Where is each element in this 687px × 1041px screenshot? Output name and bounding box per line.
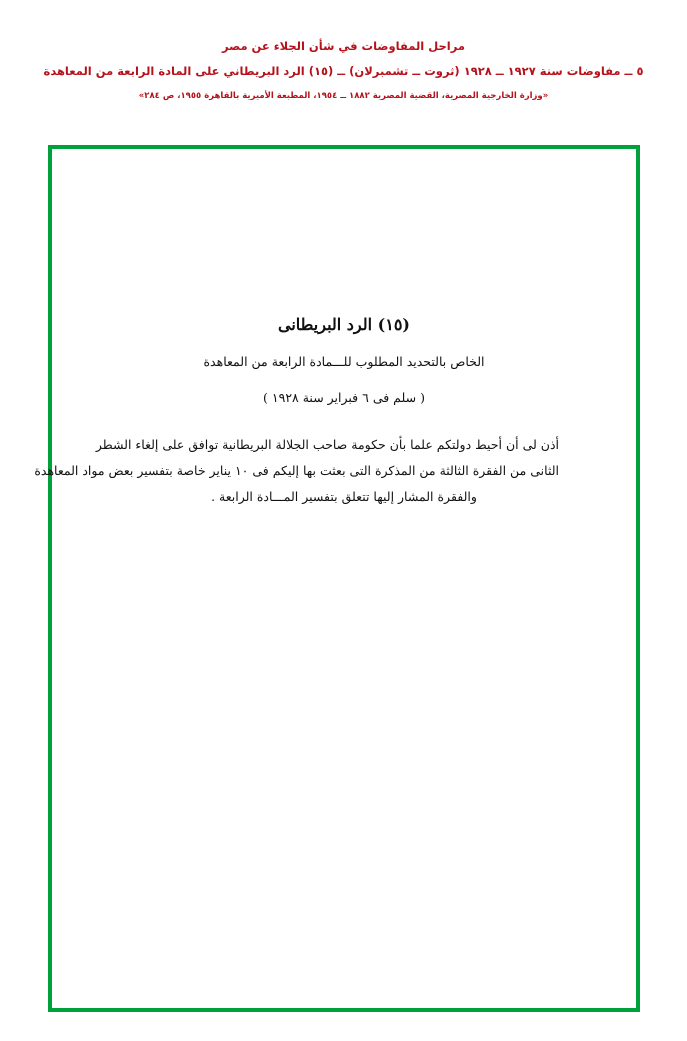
document-date: ( سلم فى ٦ فبراير سنة ١٩٢٨ )	[263, 390, 425, 405]
header-title-line: مراحل المفاوضات في شأن الجلاء عن مصر	[221, 39, 466, 53]
document-subtitle: الخاص بالتحديد المطلوب للـــمادة الرابعة من المعاهدة	[203, 354, 485, 369]
paragraph-line-3: والفقرة المشار إليها تتعلق بتفسير المـــادة الرابعة .	[211, 489, 477, 504]
header-subtitle-line: ٥ ــ مفاوضات سنة ١٩٢٧ ــ ١٩٢٨ (ثروت ــ تشمبرلان) ــ (١٥) الرد البريطاني على المادة الرابعة من المعاهدة	[43, 64, 644, 78]
document-title: (١٥) الرد البريطانى	[278, 315, 410, 334]
header-source-citation: «وزارة الخارجية المصرية، القضية المصرية ١٨٨٢ ــ ١٩٥٤، المطبعة الأميرية بالقاهرة ١٩٥٥، ص ٢٨٤»	[138, 91, 549, 101]
document-header	[0, 38, 687, 103]
document-paragraph	[34, 432, 559, 510]
paragraph-line-2: الثانى من الفقرة الثالثة من المذكرة التى بعثت بها إليكم فى ١٠ يناير خاصة بتفسير بعض مواد المعاهدة	[34, 463, 559, 478]
document-frame	[34, 145, 640, 1012]
document-body	[34, 314, 636, 510]
paragraph-line-1: أذن لى أن أحيط دولتكم علما بأن حكومة صاحب الجلالة البريطانية توافق على إلغاء الشطر	[95, 437, 559, 452]
